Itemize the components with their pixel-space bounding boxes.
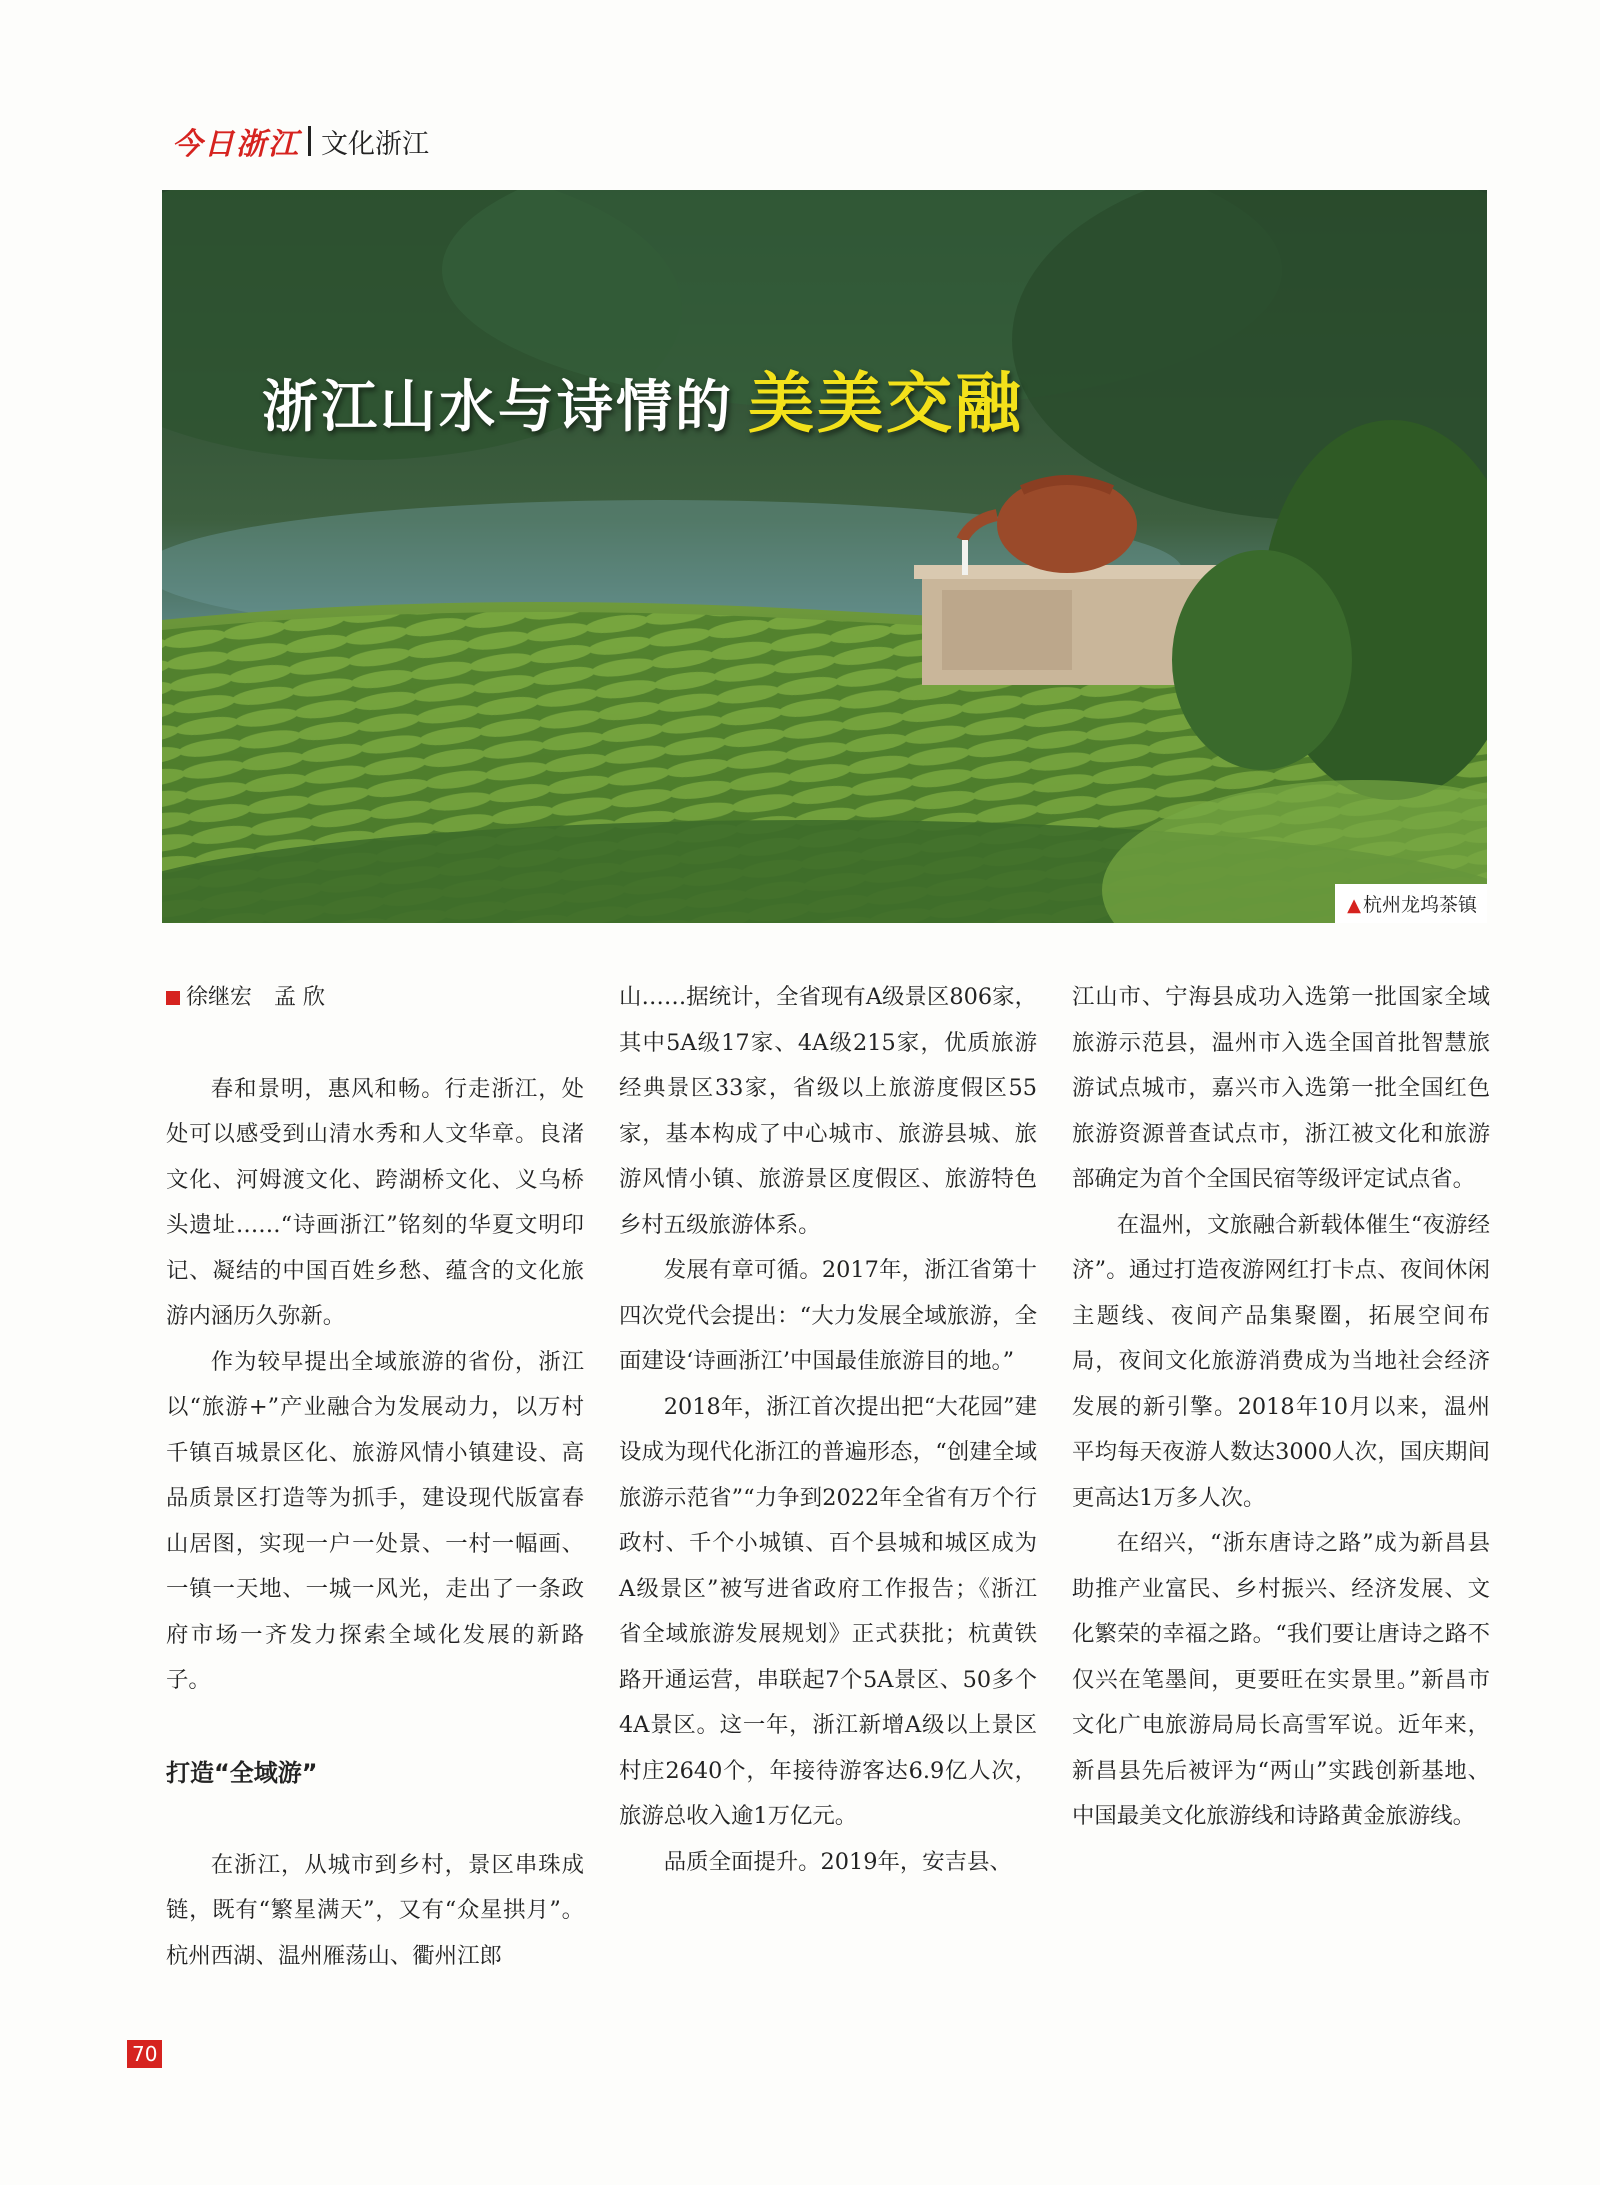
paragraph: 在绍兴，“浙东唐诗之路”成为新昌县助推产业富民、乡村振兴、经济发展、文化繁荣的幸福之路。“我们要让唐诗之路不仅兴在笔墨间，更要旺在实景里。”新昌市文化广电旅游局局长高雪军说。近年来，新昌县先后被评为“两山”实践创新基地、中国最美文化旅游线和诗路黄金旅游线。 xyxy=(1072,1530,1490,1829)
paragraph: 2018年，浙江首次提出把“大花园”建设成为现代化浙江的普遍形态，“创建全域旅游示范省”“力争到2022年全省有万个行政村、千个小城镇、百个县城和城区成为A级景区”被写进省政府工作报告；《浙江省全域旅游发展规划》正式获批；杭黄铁路开通运营，串联起7个5A景区、50多个4A景区。这一年，浙江新增A级以上景区村庄2640个，年接待游客达6.9亿人次，旅游总收入逾1万亿元。 xyxy=(619,1393,1037,1829)
page-number: 70 xyxy=(127,2040,162,2068)
column-2 xyxy=(619,975,1037,1885)
title-highlight: 美美交融 xyxy=(748,365,1024,442)
section-name: 文化浙江 xyxy=(321,128,429,160)
hero-photo xyxy=(162,190,1487,923)
article-title xyxy=(262,350,1024,445)
column-1 xyxy=(166,975,584,1979)
masthead-divider xyxy=(308,126,311,156)
photo-caption xyxy=(1335,884,1487,923)
square-marker-icon xyxy=(166,991,180,1005)
paragraph: 作为较早提出全域旅游的省份，浙江以“旅游+”产业融合为发展动力，以万村千镇百城景区化、旅游风情小镇建设、高品质景区打造等为抓手，建设现代版富春山居图，实现一户一处景、一村一幅画、一镇一天地、一城一风光，走出了一条政府市场一齐发力探索全域化发展的新路子。 xyxy=(166,1348,584,1693)
paragraph: 在温州，文旅融合新载体催生“夜游经济”。通过打造夜游网红打卡点、夜间休闲主题线、夜间产品集聚圈，拓展空间布局，夜间文化旅游消费成为当地社会经济发展的新引擎。2018年10月以来，温州平均每天夜游人数达3000人次，国庆期间更高达1万多人次。 xyxy=(1072,1211,1490,1511)
paragraph: 春和景明，惠风和畅。行走浙江，处处可以感受到山清水秀和人文华章。良渚文化、河姆渡文化、跨湖桥文化、义乌桥头遗址……“诗画浙江”铭刻的华夏文明印记、凝结的中国百姓乡愁、蕴含的文化旅游内涵历久弥新。 xyxy=(166,1075,584,1329)
byline xyxy=(166,975,584,1021)
subheading: 打造“全域游” xyxy=(166,1759,318,1788)
magazine-logo: 今日浙江 xyxy=(172,127,300,162)
paragraph: 江山市、宁海县成功入选第一批国家全域旅游示范县，温州市入选全国首批智慧旅游试点城市，嘉兴市入选第一批全国红色旅游资源普查试点市，浙江被文化和旅游部确定为首个全国民宿等级评定试点省。 xyxy=(1072,984,1490,1192)
masthead xyxy=(172,122,429,160)
paragraph: 品质全面提升。2019年，安吉县、 xyxy=(663,1848,1012,1875)
byline-authors: 徐继宏 孟 欣 xyxy=(186,985,325,1010)
paragraph: 发展有章可循。2017年，浙江省第十四次党代会提出：“大力发展全域旅游，全面建设‘诗画浙江’中国最佳旅游目的地。” xyxy=(619,1257,1037,1374)
caption-text: 杭州龙坞茶镇 xyxy=(1362,894,1477,916)
column-3 xyxy=(1072,975,1490,1840)
paragraph: 山……据统计，全省现有A级景区806家，其中5A级17家、4A级215家，优质旅游经典景区33家，省级以上旅游度假区55家，基本构成了中心城市、旅游县城、旅游风情小镇、旅游景区度假区、旅游特色乡村五级旅游体系。 xyxy=(619,984,1037,1238)
title-main: 浙江山水与诗情的 xyxy=(262,374,734,440)
paragraph: 在浙江，从城市到乡村，景区串珠成链，既有“繁星满天”，又有“众星拱月”。杭州西湖、温州雁荡山、衢州江郎 xyxy=(166,1851,584,1969)
triangle-marker-icon: ▲ xyxy=(1347,895,1361,916)
tea-plantation-illustration xyxy=(162,190,1487,923)
